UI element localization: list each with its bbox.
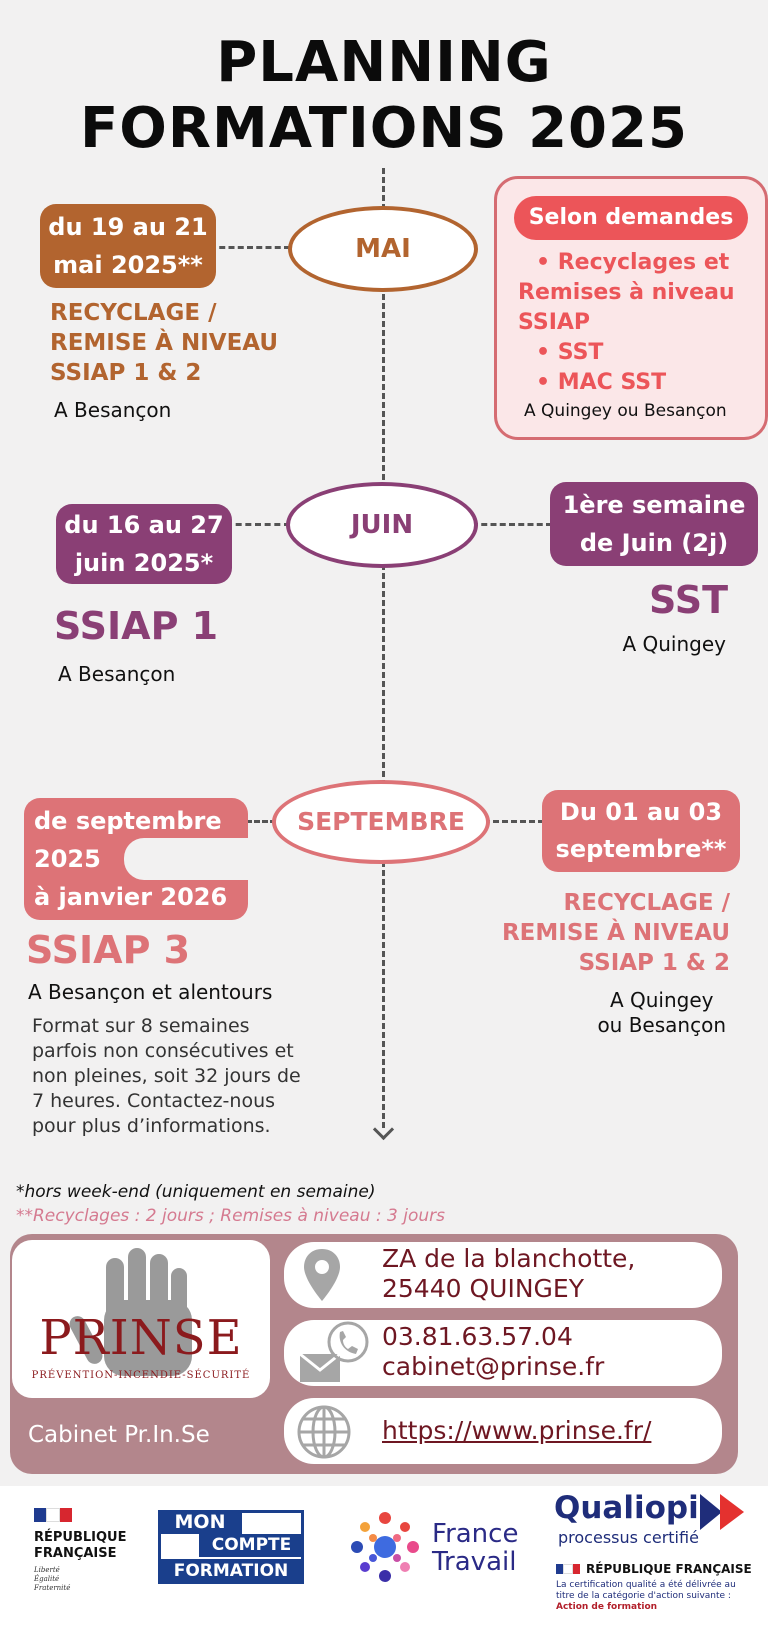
selon-item2: • SST bbox=[536, 340, 604, 365]
sept-right-course bbox=[502, 888, 730, 978]
website-link[interactable]: https://www.prinse.fr/ bbox=[382, 1416, 652, 1445]
qualiopi-rf-text: RÉPUBLIQUE FRANÇAISE bbox=[586, 1562, 752, 1576]
sept-right-course-line1: RECYCLAGE / bbox=[563, 890, 730, 916]
selon-item1-line3: SSIAP bbox=[518, 310, 591, 335]
mai-course bbox=[50, 298, 278, 388]
qualiopi-rf bbox=[556, 1562, 752, 1576]
sept-right-date-badge bbox=[542, 790, 740, 872]
mai-course-line2: REMISE À NIVEAU bbox=[50, 330, 279, 356]
mai-course-line3: SSIAP 1 & 2 bbox=[50, 360, 202, 386]
qualiopi-flag-icon bbox=[556, 1564, 580, 1574]
sept-right-date-line1: Du 01 au 03 bbox=[559, 798, 723, 826]
rf-motto bbox=[34, 1566, 127, 1593]
title-line-2: FORMATIONS 2025 bbox=[80, 96, 688, 161]
email[interactable]: cabinet@prinse.fr bbox=[382, 1352, 605, 1381]
sept-desc-line5: pour plus d’informations. bbox=[32, 1115, 271, 1137]
juin-right-date-badge bbox=[550, 482, 758, 566]
mon-compte-formation-logo bbox=[158, 1510, 304, 1584]
title-line-1: PLANNING bbox=[216, 30, 552, 95]
juin-right-date-line2: de Juin (2j) bbox=[579, 529, 729, 557]
cabinet-name: Cabinet Pr.In.Se bbox=[28, 1422, 210, 1448]
sept-desc-line3: non pleines, soit 32 jours de bbox=[32, 1065, 301, 1087]
connector-juin-right bbox=[472, 523, 552, 526]
juin-left-date-badge bbox=[56, 504, 232, 584]
selon-demandes-badge: Selon demandes bbox=[514, 196, 748, 240]
rf-line1: RÉPUBLIQUE bbox=[34, 1530, 127, 1545]
timeline-line bbox=[382, 168, 385, 1128]
selon-item1-line1: • Recyclages et bbox=[536, 250, 730, 275]
selon-location: A Quingey ou Besançon bbox=[524, 401, 727, 421]
address-line1: ZA de la blanchotte, bbox=[382, 1244, 636, 1273]
sept-left-date-line3: à janvier 2026 bbox=[34, 883, 228, 911]
footnote-1: *hors week-end (uniquement en semaine) bbox=[16, 1182, 376, 1202]
connector-sept-right bbox=[484, 820, 544, 823]
juin-left-location: A Besançon bbox=[58, 662, 176, 686]
france-travail-dots-icon bbox=[348, 1508, 422, 1586]
juin-right-date-line1: 1ère semaine bbox=[562, 491, 746, 519]
globe-icon bbox=[296, 1404, 352, 1460]
sept-desc-line4: 7 heures. Contactez-nous bbox=[32, 1090, 276, 1112]
mcf-line1: MON bbox=[158, 1510, 242, 1534]
sept-right-date-line2: septembre** bbox=[555, 835, 727, 863]
juin-right-location: A Quingey bbox=[622, 632, 726, 656]
mai-location: A Besançon bbox=[54, 398, 172, 422]
phone-email bbox=[382, 1322, 604, 1382]
cert-line1: La certification qualité a été délivrée au bbox=[556, 1580, 736, 1590]
footnote-2: **Recyclages : 2 jours ; Remises à niveau : 3 jours bbox=[16, 1206, 445, 1226]
french-flag-icon bbox=[34, 1508, 72, 1522]
mai-date-line1: du 19 au 21 bbox=[48, 213, 208, 241]
juin-left-date-line2: juin 2025* bbox=[74, 549, 214, 577]
sept-left-description bbox=[32, 1014, 301, 1139]
ft-line2: Travail bbox=[432, 1547, 517, 1577]
mcf-line2: COMPTE bbox=[199, 1534, 304, 1557]
address-line2: 25440 QUINGEY bbox=[382, 1274, 584, 1303]
republique-francaise-logo bbox=[34, 1508, 127, 1593]
phone-mail-icon bbox=[298, 1320, 370, 1386]
rf-name bbox=[34, 1530, 127, 1562]
sept-left-date-line2: 2025 bbox=[34, 845, 101, 873]
rf-motto1: Liberté bbox=[34, 1566, 60, 1574]
selon-item1-line2: Remises à niveau bbox=[518, 280, 735, 305]
mcf-line3: FORMATION bbox=[158, 1559, 304, 1584]
sept-left-location: A Besançon et alentours bbox=[28, 980, 273, 1004]
qualiopi-arrows-icon bbox=[700, 1492, 746, 1532]
connector-juin-left bbox=[226, 523, 290, 526]
sept-badge-notch bbox=[124, 838, 248, 880]
month-juin: JUIN bbox=[286, 482, 478, 568]
rf-line2: FRANÇAISE bbox=[34, 1546, 117, 1561]
cert-line3: Action de formation bbox=[556, 1602, 658, 1612]
sept-desc-line2: parfois non consécutives et bbox=[32, 1040, 294, 1062]
address bbox=[382, 1244, 635, 1304]
page-title bbox=[0, 30, 768, 162]
connector-mai-left bbox=[210, 246, 290, 249]
sept-right-course-line3: SSIAP 1 & 2 bbox=[578, 950, 730, 976]
sept-right-location bbox=[597, 988, 726, 1038]
prinse-logo-text: PRINSE bbox=[39, 1310, 243, 1366]
sept-desc-line1: Format sur 8 semaines bbox=[32, 1015, 250, 1037]
qualiopi-certification bbox=[556, 1580, 736, 1613]
mai-date-badge bbox=[40, 204, 216, 288]
phone[interactable]: 03.81.63.57.04 bbox=[382, 1322, 573, 1351]
prinse-logo bbox=[12, 1240, 270, 1398]
rf-motto2: Égalité bbox=[34, 1575, 60, 1583]
selon-items bbox=[518, 248, 735, 398]
sept-right-location-line1: A Quingey bbox=[609, 988, 714, 1012]
france-travail-text bbox=[432, 1520, 518, 1576]
cert-line2: titre de la catégorie d'action suivante : bbox=[556, 1591, 731, 1601]
location-pin-icon bbox=[302, 1247, 342, 1303]
selon-item3: • MAC SST bbox=[536, 370, 667, 395]
sept-left-course: SSIAP 3 bbox=[26, 928, 191, 972]
juin-left-date-line1: du 16 au 27 bbox=[64, 511, 224, 539]
timeline-arrow-icon bbox=[373, 1119, 394, 1140]
sept-right-location-line2: ou Besançon bbox=[597, 1013, 726, 1037]
month-septembre: SEPTEMBRE bbox=[272, 780, 490, 864]
mai-course-line1: RECYCLAGE / bbox=[50, 300, 217, 326]
rf-motto3: Fraternité bbox=[34, 1584, 71, 1592]
sept-right-course-line2: REMISE À NIVEAU bbox=[501, 920, 730, 946]
juin-right-course: SST bbox=[649, 578, 728, 622]
qualiopi-name: Qualiopi bbox=[554, 1490, 699, 1526]
ft-line1: France bbox=[432, 1519, 519, 1549]
month-mai: MAI bbox=[288, 206, 478, 292]
prinse-logo-subtitle: PRÉVENTION-INCENDIE-SÉCURITÉ bbox=[31, 1370, 251, 1381]
juin-left-course: SSIAP 1 bbox=[54, 604, 219, 648]
mai-date-line2: mai 2025** bbox=[53, 251, 203, 279]
sept-left-date-line1: de septembre bbox=[34, 807, 222, 835]
qualiopi-subtitle: processus certifié bbox=[558, 1528, 699, 1547]
